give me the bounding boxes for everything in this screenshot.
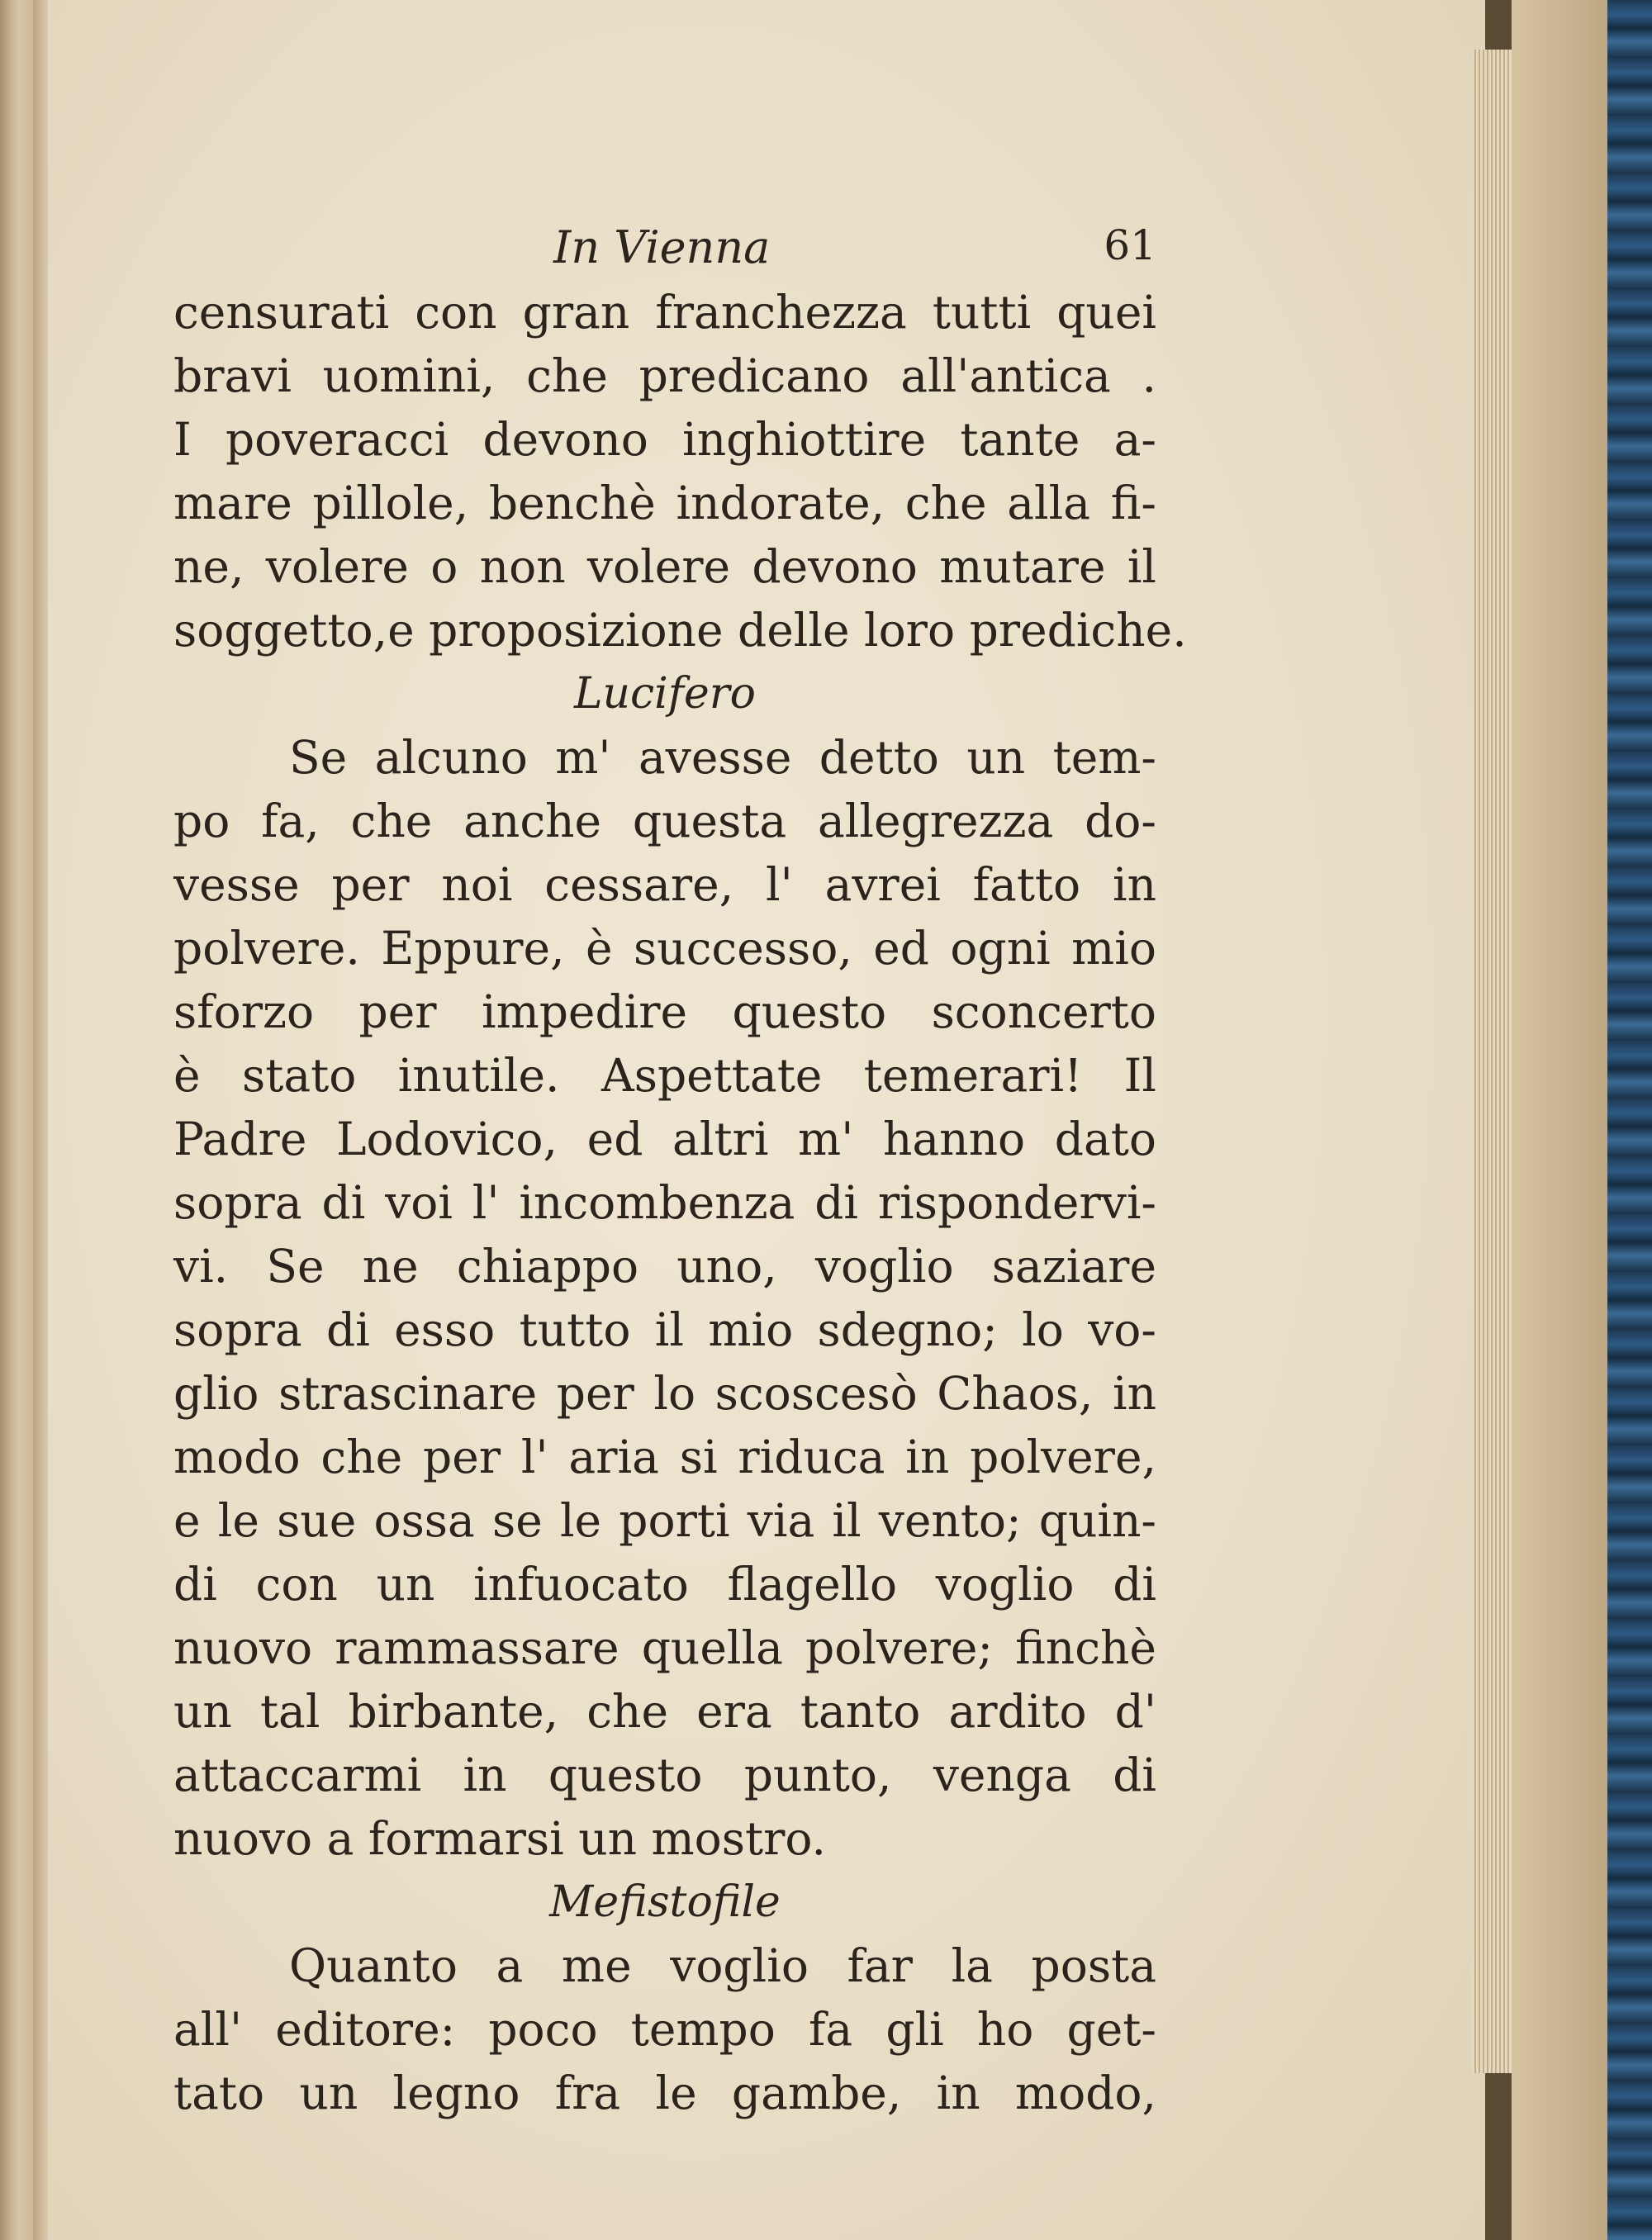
left-page-edge: [0, 0, 33, 2240]
text-line: soggetto,e proposizione delle loro prediche.: [173, 604, 1187, 657]
text-line: bravi uomini, che predicano all'antica .: [173, 349, 1156, 402]
text-line: Quanto a me voglio far la posta: [289, 1939, 1156, 1992]
page-number: 61: [1104, 221, 1156, 269]
text-line: sopra di voi l' incombenza di rispondervi-: [173, 1176, 1156, 1229]
text-line: vi. Se ne chiappo uno, voglio saziare: [173, 1240, 1156, 1293]
text-block: [173, 221, 1187, 2125]
text-line: Se alcuno m' avesse detto un tem-: [289, 731, 1156, 784]
text-line: sforzo per impedire questo sconcerto: [173, 985, 1156, 1038]
running-head-title: In Vienna: [553, 221, 771, 273]
text-line: polvere. Eppure, è successo, ed ogni mio: [173, 922, 1156, 975]
text-line: sopra di esso tutto il mio sdegno; lo vo-: [173, 1303, 1156, 1356]
paragraph-3: [173, 1934, 1156, 2125]
paragraph-1: [173, 281, 1187, 662]
text-line: modo che per l' aria si riduca in polvere,: [173, 1431, 1156, 1483]
text-line: attaccarmi in questo punto, venga di: [173, 1749, 1156, 1801]
text-line: ne, volere o non volere devono mutare il: [173, 540, 1156, 593]
paragraph-2: [173, 726, 1156, 1871]
text-line: all' editore: poco tempo fa gli ho get-: [173, 2003, 1156, 2056]
text-line: è stato inutile. Aspettate temerari! Il: [173, 1049, 1156, 1102]
text-line: po fa, che anche questa allegrezza do-: [173, 795, 1156, 847]
cover-board: [1512, 0, 1607, 2240]
text-line: tato un legno fra le gambe, in modo,: [173, 2067, 1156, 2119]
text-line: vesse per noi cessare, l' avrei fatto in: [173, 858, 1156, 911]
text-line: nuovo a formarsi un mostro.: [173, 1812, 827, 1865]
text-line: I poveracci devono inghiottire tante a-: [173, 413, 1156, 466]
text-line: glio strascinare per lo scoscesò Chaos, in: [173, 1367, 1156, 1420]
text-line: e le sue ossa se le porti via il vento; quin-: [173, 1494, 1156, 1547]
text-line: un tal birbante, che era tanto ardito d': [173, 1685, 1156, 1738]
marbled-cover-edge: [1607, 0, 1652, 2240]
text-line: mare pillole, benchè indorate, che alla fi-: [173, 477, 1156, 529]
text-line: nuovo rammassare quella polvere; finchè: [173, 1621, 1156, 1674]
text-line: di con un infuocato flagello voglio di: [173, 1558, 1156, 1611]
text-line: Padre Lodovico, ed altri m' hanno dato: [173, 1113, 1156, 1165]
running-head: [173, 221, 1156, 281]
speaker-name: Mefistofile: [549, 1877, 781, 1927]
speaker-name: Lucifero: [574, 669, 756, 719]
text-line: censurati con gran franchezza tutti quei: [173, 286, 1156, 339]
